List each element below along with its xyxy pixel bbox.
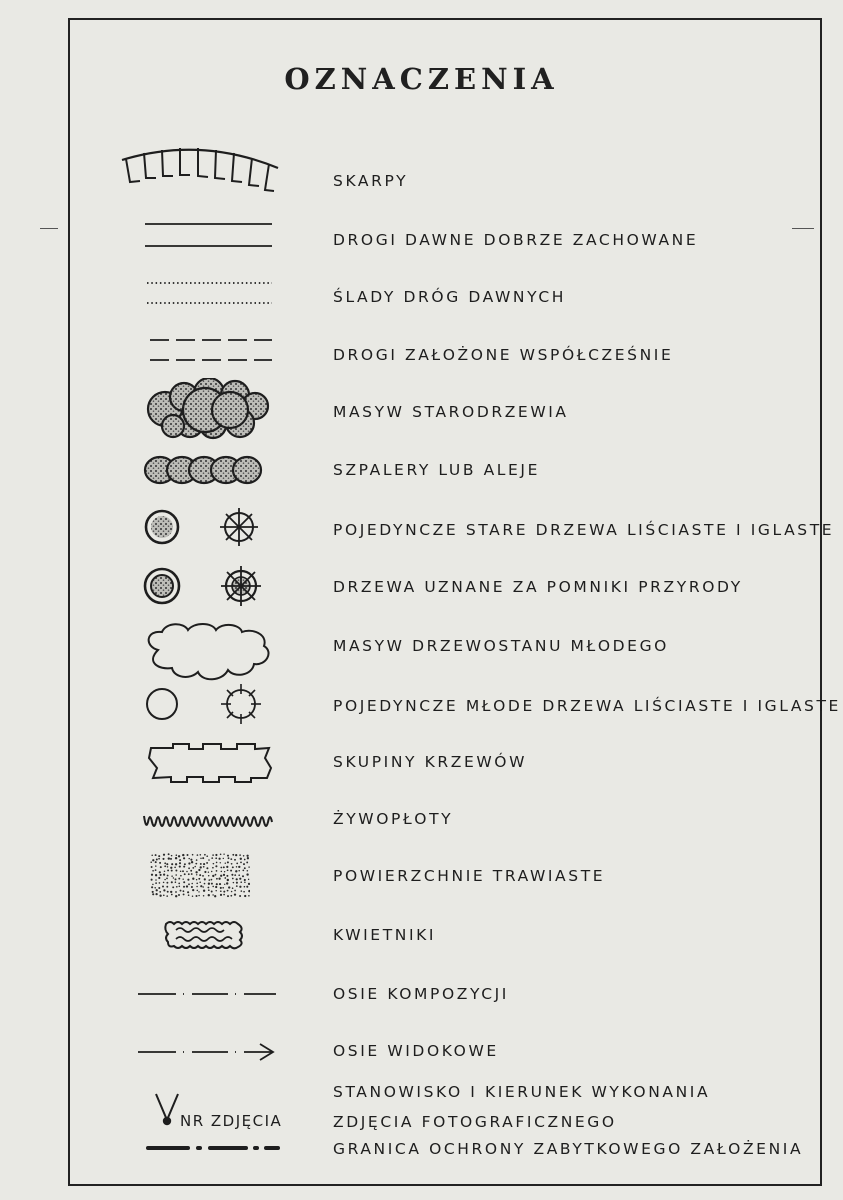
young-single-trees-symbol: [140, 680, 270, 730]
flowerbed-symbol: [160, 918, 248, 952]
frame-edge-mark: [792, 228, 814, 229]
legend-label-granica: GRANICA OCHRONY ZABYTKOWEGO ZAŁOŻENIA: [333, 1140, 804, 1158]
legend-label-zywoploty: ŻYWOPŁOTY: [333, 810, 454, 828]
legend-label-trawniki: POWIERZCHNIE TRAWIASTE: [333, 867, 606, 885]
legend-label-mlode-drzewa: POJEDYNCZE MŁODE DRZEWA LIŚCIASTE I IGLASTE: [333, 697, 841, 715]
legend-label-kwietniki: KWIETNIKI: [333, 926, 437, 944]
double-dashed-line-symbol: [140, 333, 275, 367]
legend-label-skarpy: SKARPY: [333, 172, 409, 190]
old-tree-mass-symbol: [135, 378, 275, 448]
legend-label-pomniki-przyrody: DRZEWA UZNANE ZA POMNIKI PRZYRODY: [333, 578, 743, 596]
grass-surface-symbol: [148, 850, 250, 898]
hedge-symbol: [140, 806, 275, 836]
double-dotted-line-symbol: [140, 276, 275, 310]
legend-label-osie-kompozycji: OSIE KOMPOZYCJI: [333, 985, 509, 1003]
legend-label-drogi-zalozone: DROGI ZAŁOŻONE WSPÓŁCZEŚNIE: [333, 346, 674, 364]
old-single-trees-symbol: [140, 503, 270, 553]
legend-label-drogi-dawne: DROGI DAWNE DOBRZE ZACHOWANE: [333, 231, 699, 249]
legend-label-zdjecia: ZDJĘCIA FOTOGRAFICZNEGO: [333, 1113, 617, 1131]
legend-title: OZNACZENIA: [284, 62, 559, 96]
legend-label-osie-widokowe: OSIE WIDOKOWE: [333, 1042, 499, 1060]
view-axis-symbol: [136, 1041, 278, 1063]
legend-label-stanowisko: STANOWISKO I KIERUNEK WYKONANIA: [333, 1083, 711, 1101]
legend-label-krzewy: SKUPINY KRZEWÓW: [333, 753, 528, 771]
composition-axis-symbol: [136, 984, 278, 1004]
protection-boundary-symbol: [142, 1140, 282, 1156]
shrub-group-symbol: [143, 740, 278, 786]
photo-number-label: NR ZDJĘCIA: [180, 1112, 283, 1130]
double-solid-line-symbol: [140, 218, 275, 252]
frame-edge-mark: [40, 228, 58, 229]
monument-trees-symbol: [140, 562, 270, 612]
legend-label-slady-drog: ŚLADY DRÓG DAWNYCH: [333, 288, 566, 306]
legend-label-stare-drzewa: POJEDYNCZE STARE DRZEWA LIŚCIASTE I IGLASTE: [333, 521, 835, 539]
legend-label-mlody-drzewostan: MASYW DRZEWOSTANU MŁODEGO: [333, 637, 669, 655]
tree-row-symbol: [140, 450, 270, 490]
legend-label-masyw-starodrzewia: MASYW STARODRZEWIA: [333, 403, 569, 421]
photo-station-symbol: [152, 1092, 182, 1128]
escarpment-symbol: [112, 138, 287, 200]
legend-label-szpalery: SZPALERY LUB ALEJE: [333, 461, 540, 479]
